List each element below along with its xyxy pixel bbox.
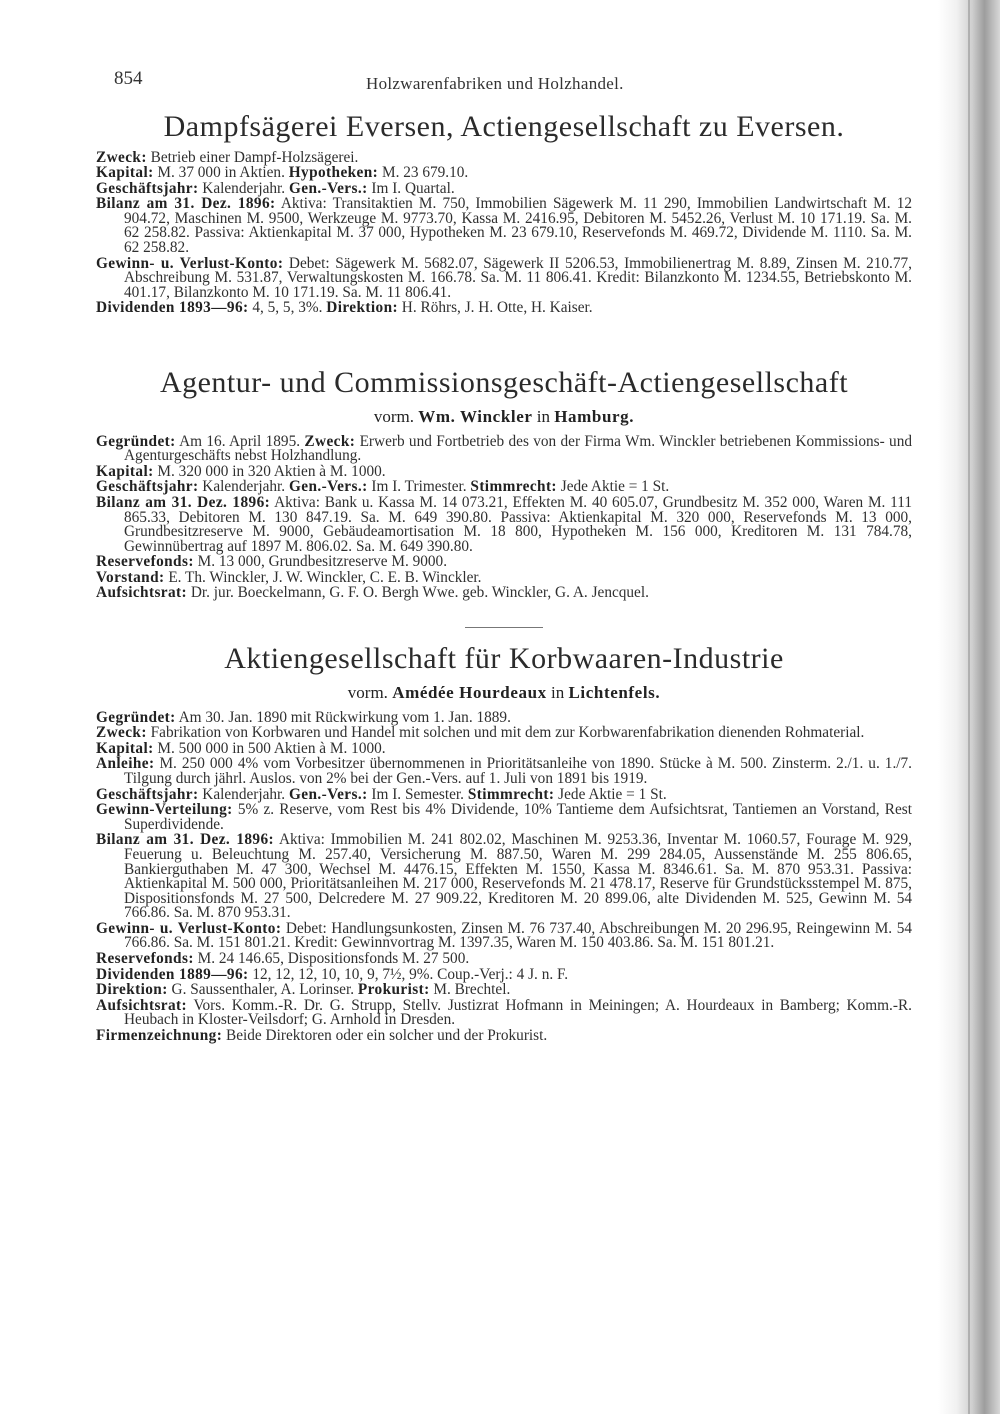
company-subtitle: vorm. Wm. Winckler in Hamburg. bbox=[373, 406, 635, 426]
field-dividenden: Dividenden 1889—96: 12, 12, 12, 10, 10, 9, 7½, 9%. Coup.-Verj.: 4 J. n. F. bbox=[96, 965, 569, 983]
company-title: Agentur- und Commissionsgeschäft-Actiengesellschaft bbox=[159, 366, 849, 400]
field-gewinn-verlust: Gewinn- u. Verlust-Konto: Debet: Sägewerk M. 5682.07, Sägewerk II 5206.53, Immobilienertrag M. 8.89, Zinsen M. 210.77, Abschreibung M. 531.87, Verwaltungskosten M. 166.78. Sa. M. 11 806.41. Kredit: Bilanzkonto M. 1234.55, Betriebskonto M. 401.17, Bilanzkonto M. 10 171.19. Sa. M. 11 806.41. bbox=[96, 254, 912, 301]
company-entry-winckler bbox=[88, 366, 920, 601]
field-zweck: Zweck: Betrieb einer Dampf-Holzsägerei. bbox=[96, 148, 359, 166]
field-geschaeftsjahr: Geschäftsjahr: Kalenderjahr. Gen.-Vers.: Im I. Trimester. Stimmrecht: Jede Aktie = 1 St. bbox=[96, 478, 670, 496]
field-gewinn-verteilung: Gewinn-Verteilung: 5% z. Reserve, vom Rest bis 4% Dividende, 10% Tantieme dem Aufsichtsrat, Tantiemen an Vorstand, Rest Superdividende. bbox=[96, 801, 912, 833]
company-subtitle: vorm. Amédée Hourdeaux in Lichtenfels. bbox=[347, 682, 661, 702]
field-dividenden: Dividenden 1893—96: 4, 5, 5, 3%. Direktion: H. Röhrs, J. H. Otte, H. Kaiser. bbox=[96, 299, 593, 317]
field-gegruendet: Gegründet: Am 30. Jan. 1890 mit Rückwirkung vom 1. Jan. 1889. bbox=[96, 708, 511, 726]
running-title: Holzwarenfabriken und Holzhandel. bbox=[366, 74, 624, 93]
page-number: 854 bbox=[114, 68, 143, 89]
field-geschaeftsjahr: Geschäftsjahr: Kalenderjahr. Gen.-Vers.: Im I. Quartal. bbox=[96, 179, 455, 197]
field-zweck: Zweck: Fabrikation von Korbwaren und Handel mit solchen und mit dem zur Korbwarenfabrikation dienenden Rohmaterial. bbox=[96, 724, 865, 742]
field-reservefonds: Reservefonds: M. 13 000, Grundbesitzreserve M. 9000. bbox=[96, 553, 448, 571]
page-header bbox=[88, 62, 920, 94]
field-gegruendet: Gegründet: Am 16. April 1895. Zweck: Erwerb und Fortbetrieb des von der Firma Wm. Winckler betriebenen Kommissions- und Agenturgeschäfts nebst Holzhandlung. bbox=[96, 432, 913, 465]
field-kapital: Kapital: M. 500 000 in 500 Aktien à M. 1000. bbox=[96, 739, 386, 757]
field-geschaeftsjahr: Geschäftsjahr: Kalenderjahr. Gen.-Vers.: Im I. Semester. Stimmrecht: Jede Aktie = 1 St. bbox=[96, 785, 667, 803]
field-anleihe: Anleihe: M. 250 000 4% vom Vorbesitzer übernommenen in Prioritätsanleihe von 1890. Stücke à M. 500. Zinsterm. 2./1. u. 1./7. Tilgung durch jährl. Auslos. von 2% bei der Gen.-Vers. auf 1. Juli von 1891 bis 1919. bbox=[96, 755, 912, 787]
company-title: Aktiengesellschaft für Korbwaaren-Industrie bbox=[224, 642, 784, 676]
field-aufsichtsrat: Aufsichtsrat: Dr. jur. Boeckelmann, G. F. O. Bergh Wwe. geb. Winckler, G. A. Jencquel. bbox=[96, 584, 649, 602]
document-page bbox=[88, 62, 920, 1045]
book-gutter-edge bbox=[938, 0, 1000, 1414]
field-kapital: Kapital: M. 37 000 in Aktien. Hypotheken: M. 23 679.10. bbox=[96, 164, 469, 182]
field-bilanz: Bilanz am 31. Dez. 1896: Aktiva: Immobilien M. 241 802.02, Maschinen M. 9253.36, Inventar M. 1060.57, Fourage M. 929, Feuerung u. Beleuchtung M. 257.40, Versicherung M. 887.50, Waren M. 299 284.05, Aussenstände M. 255 806.65, Bankierguthaben M. 47 300, Wechsel M. 4476.15, Effekten M. 1550, Kassa M. 8346.61. Sa. M. 870 953.31. Passiva: Aktienkapital M. 500 000, Prioritätsanleihen M. 217 000, Reservefonds M. 21 478.17, Reserve für Grundstücksstempel M. 875, Dispositionsfonds M. 27 500, Delcredere M. 27 909.22, Kreditoren M. 20 899.06, alte Dividenden M. 525, Gewinn M. 54 766.86. Sa. M. 870 953.31. bbox=[96, 831, 912, 922]
company-entry-eversen bbox=[88, 110, 920, 316]
field-direktion: Direktion: G. Saussenthaler, A. Lorinser. Prokurist: M. Brechtel. bbox=[96, 981, 511, 999]
field-gewinn-verlust: Gewinn- u. Verlust-Konto: Debet: Handlungsunkosten, Zinsen M. 76 737.40, Abschreibungen M. 20 296.95, Reingewinn M. 54 766.86. Sa. M. 151 801.21. Kredit: Gewinnvortrag M. 1397.35, Waren M. 150 403.86. Sa. M. 151 801.21. bbox=[96, 919, 912, 952]
field-kapital: Kapital: M. 320 000 in 320 Aktien à M. 1000. bbox=[96, 462, 386, 480]
field-bilanz: Bilanz am 31. Dez. 1896: Aktiva: Transitaktien M. 750, Immobilien Sägewerk M. 11 290, Immobilien Landwirtschaft M. 12 904.72, Maschinen M. 9500, Werkzeuge M. 9773.70, Kassa M. 2416.95, Debitoren M. 5452.26, Verlust M. 10 171.19. Sa. M. 62 258.82. Passiva: Aktienkapital M. 37 000, Hypotheken M. 23 679.10, Reservefonds M. 469.72, Dividende M. 1110. Sa. M. 62 258.82. bbox=[96, 195, 912, 257]
field-firmenzeichnung: Firmenzeichnung: Beide Direktoren oder ein solcher und der Prokurist. bbox=[96, 1027, 548, 1045]
field-bilanz: Bilanz am 31. Dez. 1896: Aktiva: Bank u. Kassa M. 14 073.21, Effekten M. 40 605.07, Grundbesitz M. 352 000, Waren M. 111 865.33, Debitoren M. 130 847.19. Sa. M. 649 390.80. Passiva: Aktienkapital M. 320 000, Reservefonds M. 13 000, Grundbesitzreserve M. 9000, Gebäudeamortisation M. 18 800, Hypotheken M. 156 000, Kreditoren M. 131 784.78, Gewinnübertrag auf 1897 M. 806.02. Sa. M. 649 390.80. bbox=[96, 493, 912, 555]
field-reservefonds: Reservefonds: M. 24 146.65, Dispositionsfonds M. 27 500. bbox=[96, 950, 470, 968]
field-vorstand: Vorstand: E. Th. Winckler, J. W. Winckler, C. E. B. Winckler. bbox=[96, 568, 482, 586]
section-divider bbox=[465, 627, 543, 628]
company-title: Dampfsägerei Eversen, Actiengesellschaft zu Eversen. bbox=[163, 110, 845, 143]
company-entry-korbwaaren bbox=[88, 642, 920, 1044]
field-aufsichtsrat: Aufsichtsrat: Vors. Komm.-R. Dr. G. Strupp, Stellv. Justizrat Hofmann in Meiningen; A. Hourdeaux in Bamberg; Komm.-R. Heubach in Kloster-Veilsdorf; G. Arnhold in Dresden. bbox=[96, 996, 912, 1029]
